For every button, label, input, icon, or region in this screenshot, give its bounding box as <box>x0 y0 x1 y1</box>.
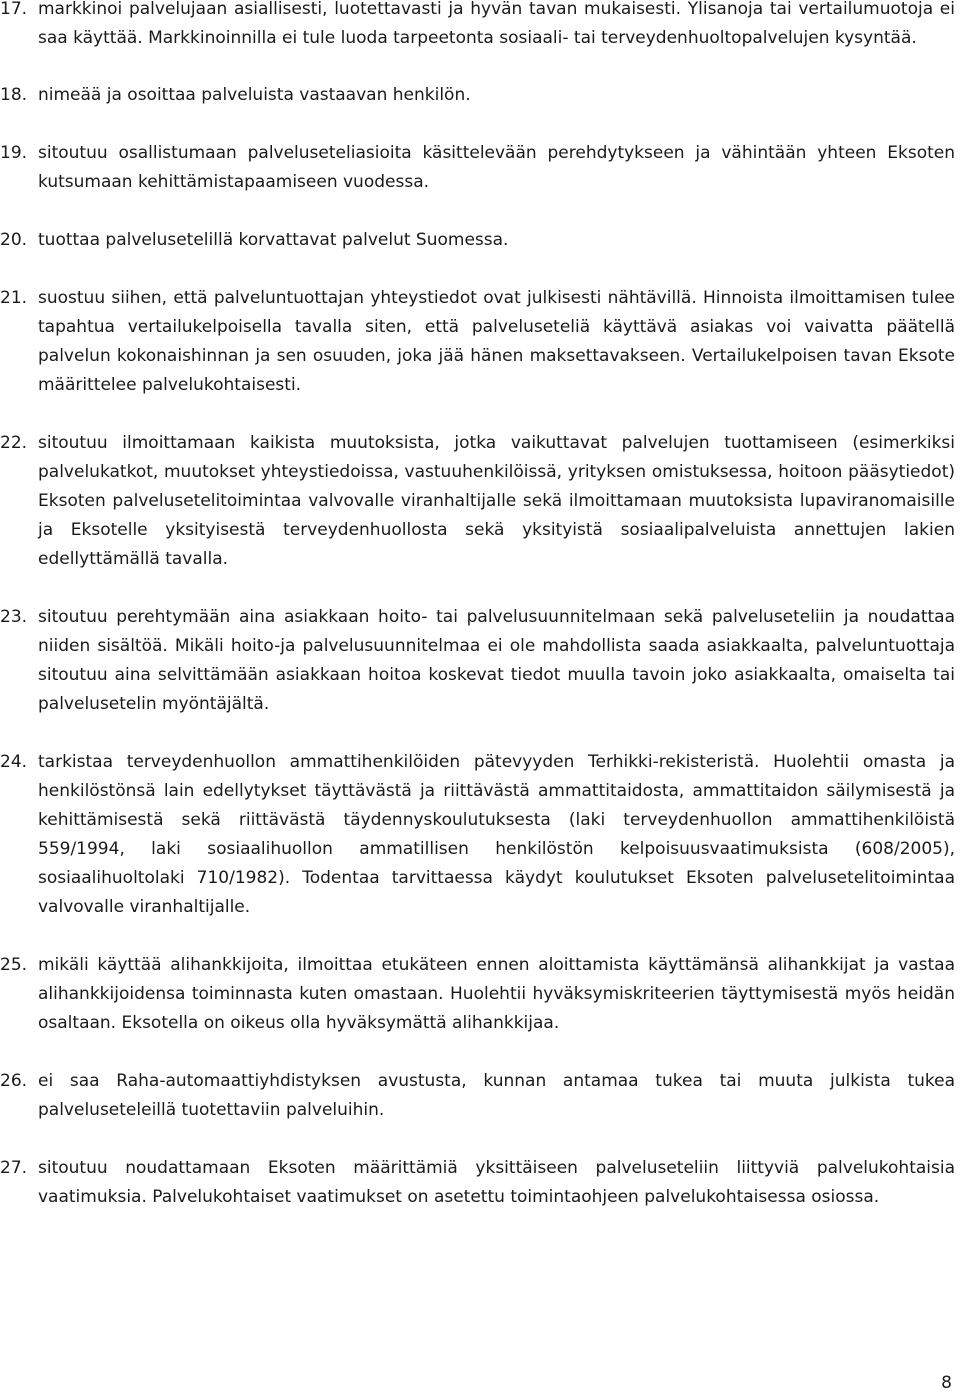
item-text: sitoutuu osallistumaan palveluseteliasioita käsittelevään perehdytykseen ja vähintään yhteen Eksoten kutsumaan kehittämistapaamiseen vuodessa. <box>38 143 955 192</box>
list-item <box>0 1067 955 1125</box>
list-item <box>0 603 955 719</box>
item-text: sitoutuu perehtymään aina asiakkaan hoito- tai palvelusuunnitelmaan sekä palveluseteliin ja noudattaa niiden sisältöä. Mikäli hoito-ja palvelusuunnitelmaa ei ole mahdollista saada asiakkaalta, palveluntuottaja sitoutuu aina selvittämään asiakkaan hoitoa koskevat tiedot muulla tavoin joko asiakkaalta, omaiselta tai palvelusetelin myöntäjältä. <box>38 607 955 714</box>
item-text: tuottaa palvelusetelillä korvattavat palvelut Suomessa. <box>38 230 509 250</box>
page-number: 8 <box>941 1373 952 1393</box>
item-number: 20. <box>0 230 28 250</box>
list-item <box>0 951 955 1038</box>
item-number: 26. <box>0 1071 28 1091</box>
item-number: 17. <box>0 0 28 19</box>
list-item <box>0 284 955 400</box>
item-text: markkinoi palvelujaan asiallisesti, luotettavasti ja hyvän tavan mukaisesti. Ylisanoja tai vertailumuotoja ei saa käyttää. Markkinoinnilla ei tule luoda tarpeetonta sosiaali- tai terveydenhuoltopalvelujen kysyntää. <box>38 0 955 48</box>
list-item <box>0 1154 955 1212</box>
item-text: ei saa Raha-automaattiyhdistyksen avustusta, kunnan antamaa tukea tai muuta julkista tukea palveluseteleillä tuotettaviin palveluihin. <box>38 1071 955 1120</box>
item-number: 21. <box>0 288 28 308</box>
item-number: 19. <box>0 143 28 163</box>
item-text: mikäli käyttää alihankkijoita, ilmoittaa etukäteen ennen aloittamista käyttämänsä alihankkijat ja vastaa alihankkijoidensa toiminnasta kuten omastaan. Huolehtii hyväksymiskriteerien täyttymisestä myös heidän osaltaan. Eksotella on oikeus olla hyväksymättä alihankkijaa. <box>38 955 955 1033</box>
item-number: 23. <box>0 607 28 627</box>
item-number: 27. <box>0 1158 28 1178</box>
item-number: 24. <box>0 752 28 772</box>
list-item <box>0 81 955 110</box>
item-text: tarkistaa terveydenhuollon ammattihenkilöiden pätevyyden Terhikki-rekisteristä. Huolehtii omasta ja henkilöstönsä lain edellytykset täyttävästä ja riittävästä ammattitaidosta, ammattitaidon säilymisestä ja kehittämisestä sekä riittävästä täydennyskoulutuksesta (laki terveydenhuollon ammattihenkilöistä 559/1994, laki sosiaalihuollon ammatillisen henkilöstön kelpoisuusvaatimuksista (608/2005), sosiaalihuoltolaki 710/1982). Todentaa tarvittaessa käydyt koulutukset Eksoten palvelusetelitoimintaa valvovalle viranhaltijalle. <box>38 752 955 917</box>
item-number: 22. <box>0 433 28 453</box>
item-number: 25. <box>0 955 28 975</box>
item-text: sitoutuu ilmoittamaan kaikista muutoksista, jotka vaikuttavat palvelujen tuottamiseen (esimerkiksi palvelukatkot, muutokset yhteystiedoissa, vastuuhenkilöissä, yrityksen omistuksessa, hoitoon pääsytiedot) Eksoten palvelusetelitoimintaa valvovalle viranhaltijalle sekä ilmoittamaan muutoksista lupaviranomaisille ja Eksotelle yksityisestä terveydenhuollosta sekä yksityistä sosiaalipalveluista annettujen lakien edellyttämällä tavalla. <box>38 433 955 569</box>
list-item <box>0 226 955 255</box>
list-item <box>0 139 955 197</box>
list-item <box>0 0 955 53</box>
item-text: nimeää ja osoittaa palveluista vastaavan henkilön. <box>38 85 471 105</box>
item-text: suostuu siihen, että palveluntuottajan yhteystiedot ovat julkisesti nähtävillä. Hinnoista ilmoittamisen tulee tapahtua vertailukelpoisella tavalla siten, että palveluseteliä käyttävä asiakas voi vaivatta päätellä palvelun kokonaishinnan ja sen osuuden, joka jää hänen maksettavakseen. Vertailukelpoisen tavan Eksote määrittelee palvelukohtaisesti. <box>38 288 955 395</box>
item-number: 18. <box>0 85 28 105</box>
list-item <box>0 429 955 574</box>
item-text: sitoutuu noudattamaan Eksoten määrittämiä yksittäiseen palveluseteliin liittyviä palvelukohtaisia vaatimuksia. Palvelukohtaiset vaatimukset on asetettu toimintaohjeen palvelukohtaisessa osiossa. <box>38 1158 955 1207</box>
list-item <box>0 748 955 922</box>
